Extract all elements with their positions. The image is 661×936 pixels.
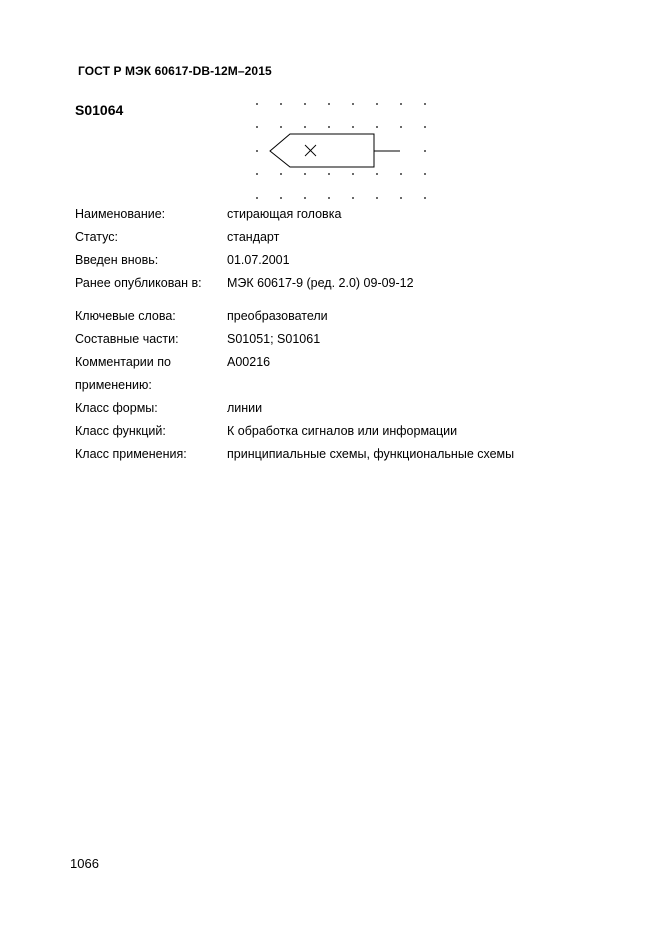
field-row-name: [75, 203, 595, 226]
field-label: Класс применения:: [75, 447, 187, 461]
field-label: Комментарии по применению:: [75, 355, 171, 392]
field-row-shape-class: [75, 397, 595, 420]
grid-dots: [256, 103, 426, 199]
field-label: Наименование:: [75, 207, 166, 221]
head-outline: [270, 134, 374, 167]
document-header: ГОСТ Р МЭК 60617-DB-12M–2015: [78, 64, 272, 78]
field-label: Ключевые слова:: [75, 309, 176, 323]
field-row-application-class: [75, 443, 595, 466]
field-label: Класс функций:: [75, 424, 166, 438]
symbol-attributes: [75, 203, 595, 466]
field-row-keywords: [75, 305, 595, 328]
field-label: Класс формы:: [75, 401, 158, 415]
field-value: МЭК 60617-9 (ред. 2.0) 09-09-12: [227, 276, 414, 290]
field-row-components: [75, 328, 595, 351]
field-row-previously-published: [75, 272, 595, 295]
page-number: 1066: [70, 856, 99, 871]
field-value: стирающая головка: [227, 207, 342, 221]
field-label: Ранее опубликован в:: [75, 276, 202, 290]
field-value: 01.07.2001: [227, 253, 290, 267]
field-value: К обработка сигналов или информации: [227, 424, 458, 438]
field-value: S01051; S01061: [227, 332, 321, 346]
erase-head-symbol-icon: [250, 98, 435, 204]
field-value: A00216: [227, 355, 271, 369]
symbol-code: S01064: [75, 102, 124, 118]
field-label: Статус:: [75, 230, 118, 244]
field-row-function-class: [75, 420, 595, 443]
field-value: преобразователи: [227, 309, 328, 323]
field-label: Составные части:: [75, 332, 179, 346]
field-value: стандарт: [227, 230, 280, 244]
field-row-status: [75, 226, 595, 249]
field-row-introduced: [75, 249, 595, 272]
field-label: Введен вновь:: [75, 253, 159, 267]
field-value: принципиальные схемы, функциональные схемы: [227, 447, 515, 461]
field-value: линии: [227, 401, 263, 415]
field-row-application-notes: [75, 351, 595, 397]
